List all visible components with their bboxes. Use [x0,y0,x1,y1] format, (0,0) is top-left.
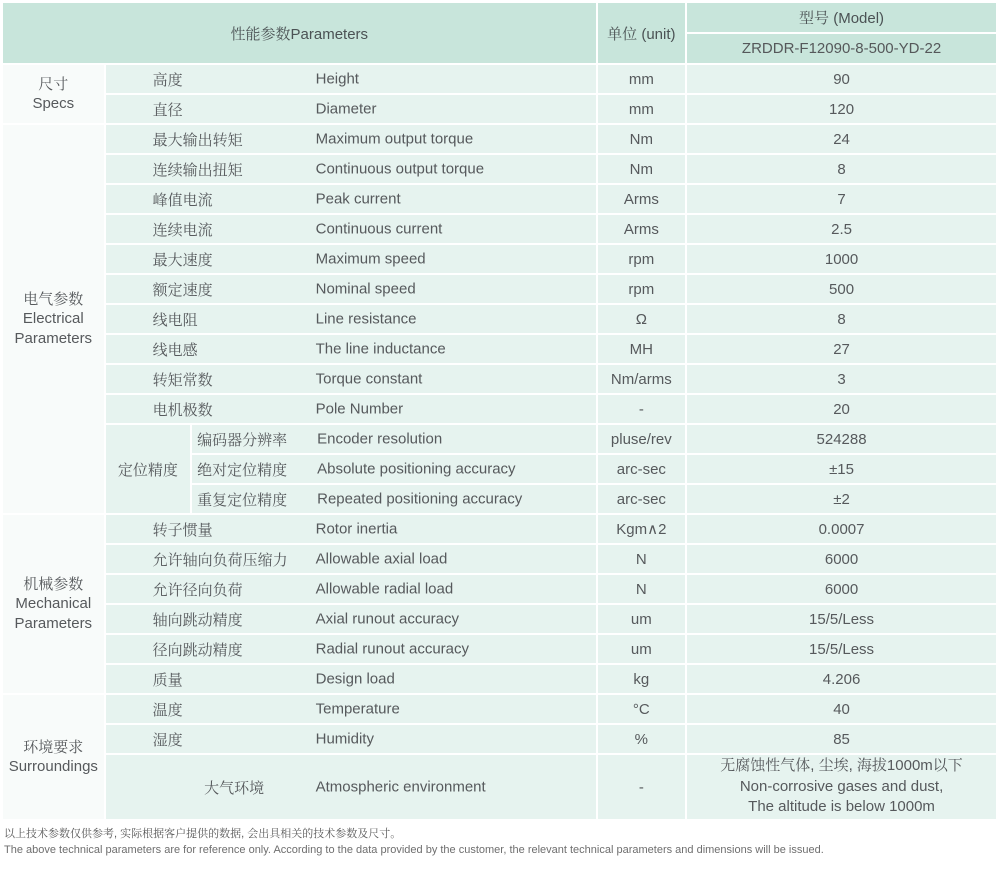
param-name-cell [106,335,596,363]
param-label-en: Rotor inertia [315,519,398,537]
unit-cell: rpm [598,275,686,303]
value-cell: 20 [687,395,996,423]
unit-cell: arc-sec [598,485,686,513]
param-label-cn: 峰值电流 [152,191,213,209]
value-cell: 524288 [687,425,996,453]
param-label-cn: 质量 [152,671,183,689]
param-name-cell [106,245,596,273]
param-name-cell [106,665,596,693]
group-label-en: Electrical Parameters [14,310,93,347]
unit-cell: - [598,755,686,819]
unit-cell: °C [598,695,686,723]
param-label-cn: 转子惯量 [152,521,213,539]
param-label-en: Line resistance [315,309,417,327]
unit-cell: um [598,605,686,633]
subgroup-cell-positioning-accuracy: 定位精度 [106,425,191,513]
param-label-en: Pole Number [315,399,404,417]
table-row [3,725,996,753]
value-cell: 500 [687,275,996,303]
param-label-en: Design load [315,669,395,687]
unit-cell: % [598,725,686,753]
table-row [3,575,996,603]
unit-cell: N [598,575,686,603]
param-name-cell [106,65,596,93]
param-label-en: Axial runout accuracy [315,609,460,627]
value-cell: 90 [687,65,996,93]
param-name-cell [106,365,596,393]
param-name-cell [106,695,596,723]
footnote-en: The above technical parameters are for reference only. According to the data provided by the customer, the relevant technical parameters and dimensions will be issued. [4,844,824,856]
param-label-en: Maximum speed [315,249,426,267]
value-line: 无腐蚀性气体, 尘埃, 海拔1000m以下 [720,756,963,774]
value-cell: 15/5/Less [687,635,996,663]
param-label-cn: 最大速度 [152,251,213,269]
param-name-cell [106,545,596,573]
param-label-cn: 绝对定位精度 [197,461,288,479]
table-row [3,425,996,453]
param-label-cn: 直径 [152,101,183,119]
param-label-en: Repeated positioning accuracy [317,489,523,507]
footnote-cn: 以上技术参数仅供参考, 实际根据客户提供的数据, 会出具相关的技术参数及尺寸。 [4,828,402,840]
param-label-en: The line inductance [315,339,446,357]
param-label-cn: 转矩常数 [152,371,213,389]
value-cell: ±2 [687,485,996,513]
param-label-en: Absolute positioning accuracy [317,459,516,477]
unit-cell: mm [598,65,686,93]
header-model-cell: 型号 (Model) [687,3,996,32]
param-label-cn: 线电感 [152,341,198,359]
param-name-cell [106,515,596,543]
value-line: The altitude is below 1000m [748,798,935,816]
param-name-cell [106,575,596,603]
param-label-en: Maximum output torque [315,129,474,147]
value-cell: 85 [687,725,996,753]
unit-cell: - [598,395,686,423]
table-row [3,275,996,303]
table-row [3,335,996,363]
param-name-cell [192,425,595,453]
param-name-cell [106,725,596,753]
param-label-cn: 电机极数 [152,401,213,419]
param-label-en: Height [315,69,359,87]
group-label-en: Specs [32,95,75,112]
param-label-en: Humidity [315,729,374,747]
unit-cell: Nm/arms [598,365,686,393]
param-name-cell [106,755,596,819]
param-label-en: Continuous current [315,219,443,237]
group-cell-specs [3,65,104,123]
param-name-cell [106,125,596,153]
param-name-cell [106,275,596,303]
unit-cell: Arms [598,185,686,213]
param-label-en: Diameter [315,99,377,117]
unit-cell: kg [598,665,686,693]
header-parameters-cell: 性能参数Parameters [3,3,596,63]
value-line: Non-corrosive gases and dust, [739,777,944,795]
table-row [3,635,996,663]
value-cell: 40 [687,695,996,723]
table-row [3,605,996,633]
param-label-en: Peak current [315,189,401,207]
table-row [3,365,996,393]
table-row [3,125,996,153]
value-cell: 24 [687,125,996,153]
param-label-cn: 最大输出转矩 [152,131,243,149]
unit-cell: Kgm∧2 [598,515,686,543]
param-name-cell [106,305,596,333]
unit-cell: Nm [598,125,686,153]
param-label-en: Nominal speed [315,279,416,297]
param-label-cn: 高度 [152,71,183,89]
value-cell: 1000 [687,245,996,273]
value-cell [687,755,996,819]
param-label-en: Continuous output torque [315,159,485,177]
footnotes [4,827,999,858]
param-label-cn: 湿度 [152,731,183,749]
group-label-cn: 环境要求 [23,738,84,756]
param-label-cn: 线电阻 [152,311,198,329]
param-name-cell [106,635,596,663]
table-row [3,185,996,213]
value-cell: 3 [687,365,996,393]
value-cell: 8 [687,155,996,183]
group-label-en: Surroundings [8,758,98,775]
value-cell: 7 [687,185,996,213]
unit-cell: N [598,545,686,573]
param-label-cn: 轴向跳动精度 [152,611,243,629]
value-cell: ±15 [687,455,996,483]
table-row [3,545,996,573]
param-label-en: Atmospheric environment [315,777,486,795]
table-row [3,665,996,693]
table-row [3,155,996,183]
group-cell-electrical [3,125,104,513]
table-row [3,215,996,243]
param-label-cn: 额定速度 [152,281,213,299]
value-cell: 6000 [687,545,996,573]
header-row-1 [3,3,996,32]
group-label-en: Mechanical Parameters [14,595,93,632]
param-label-cn: 径向跳动精度 [152,641,243,659]
param-name-cell [106,395,596,423]
table-row [3,695,996,723]
param-label-en: Allowable axial load [315,549,448,567]
param-name-cell [106,215,596,243]
param-label-cn: 大气环境 [204,779,265,797]
param-label-cn: 连续输出扭矩 [152,161,243,179]
unit-cell: um [598,635,686,663]
param-label-cn: 允许径向负荷 [152,581,243,599]
model-value-cell: ZRDDR-F12090-8-500-YD-22 [687,34,996,63]
value-cell: 2.5 [687,215,996,243]
group-label-cn: 电气参数 [23,290,84,308]
group-cell-mechanical [3,515,104,693]
table-row [3,95,996,123]
table-row [3,65,996,93]
value-cell: 15/5/Less [687,605,996,633]
param-label-en: Radial runout accuracy [315,639,470,657]
header-unit-cell: 单位 (unit) [598,3,686,63]
table-row [3,515,996,543]
param-label-cn: 允许轴向负荷压缩力 [152,551,288,569]
value-cell: 6000 [687,575,996,603]
unit-cell: pluse/rev [598,425,686,453]
param-label-cn: 编码器分辨率 [197,431,288,449]
param-name-cell [192,455,595,483]
param-name-cell [106,185,596,213]
param-name-cell [106,605,596,633]
param-name-cell [106,155,596,183]
param-name-cell [106,95,596,123]
unit-cell: MH [598,335,686,363]
table-row [3,755,996,819]
group-cell-surroundings [3,695,104,819]
param-label-en: Temperature [315,699,400,717]
value-cell: 27 [687,335,996,363]
param-label-cn: 重复定位精度 [197,491,288,509]
table-row [3,395,996,423]
param-label-en: Allowable radial load [315,579,454,597]
table-row [3,305,996,333]
unit-cell: Arms [598,215,686,243]
unit-cell: arc-sec [598,455,686,483]
param-label-en: Encoder resolution [317,429,443,447]
spec-table [1,1,998,821]
unit-cell: Nm [598,155,686,183]
value-cell: 120 [687,95,996,123]
group-label-cn: 尺寸 [38,75,69,93]
param-label-cn: 连续电流 [152,221,213,239]
param-name-cell [192,485,595,513]
table-row [3,245,996,273]
value-cell: 0.0007 [687,515,996,543]
unit-cell: Ω [598,305,686,333]
group-label-cn: 机械参数 [23,575,84,593]
unit-cell: rpm [598,245,686,273]
value-cell: 8 [687,305,996,333]
param-label-en: Torque constant [315,369,423,387]
unit-cell: mm [598,95,686,123]
value-cell: 4.206 [687,665,996,693]
param-label-cn: 温度 [152,701,183,719]
